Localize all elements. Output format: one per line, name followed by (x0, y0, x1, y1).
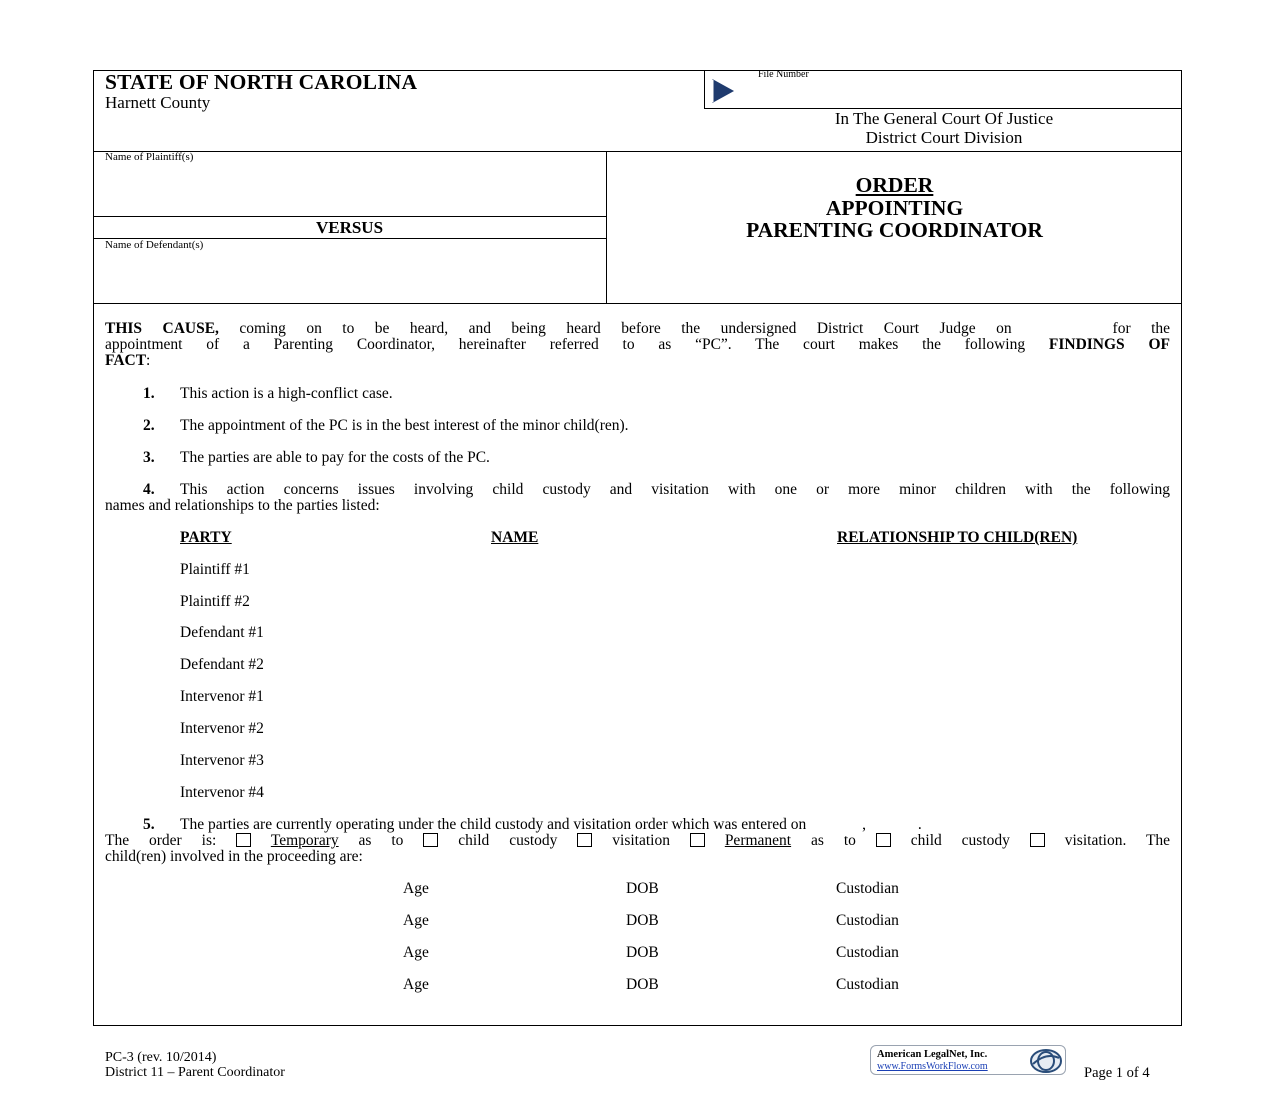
vendor-name: American LegalNet, Inc. (877, 1049, 988, 1060)
court-line-2: District Court Division (865, 128, 1023, 147)
finding-text: This action concerns issues involving child custody and visitation with one or more minor children with the following (180, 481, 1170, 498)
title-appointing: APPOINTING (825, 196, 964, 220)
finding-number: 2. (143, 417, 155, 434)
finding-1 (143, 386, 393, 402)
vendor-link[interactable]: www.FormsWorkFlow.com (877, 1061, 988, 1072)
intro-line-3 (105, 353, 150, 369)
party-row-label: Defendant #2 (180, 656, 264, 673)
arrow-icon (710, 78, 736, 104)
temporary-child-custody-checkbox[interactable] (423, 833, 438, 847)
order-is-label: The order is: (105, 832, 217, 849)
temporary-visitation-checkbox[interactable] (577, 833, 592, 847)
as-to-label: as to (811, 832, 856, 849)
finding-text: The parties are currently operating under the child custody and visitation order which was entered on (180, 816, 807, 833)
finding-text: The appointment of the PC is in the best interest of the minor child(ren). (180, 417, 629, 434)
finding-4-line-1 (143, 482, 1170, 498)
page-number: Page 1 of 4 (1084, 1065, 1150, 1081)
finding-number: 5. (143, 816, 155, 833)
party-row-label: Intervenor #1 (180, 688, 264, 705)
child-dob-label: DOB (626, 976, 659, 993)
party-row-label: Defendant #1 (180, 624, 264, 641)
court-line-1: In The General Court Of Justice (834, 109, 1054, 128)
party-row-label: Plaintiff #2 (180, 593, 250, 610)
relationship-column-header: RELATIONSHIP TO CHILD(REN) (837, 529, 1078, 546)
finding-number: 1. (143, 385, 155, 402)
party-column-header: PARTY (180, 529, 232, 546)
permanent-checkbox[interactable] (690, 833, 705, 847)
child-custodian-label: Custodian (836, 880, 899, 897)
caption-divider (93, 303, 1182, 304)
finding-5-line-2 (105, 833, 1170, 849)
finding5-period: . (917, 816, 922, 833)
party-row-label: Plaintiff #1 (180, 561, 250, 578)
findings-of-label: FINDINGS OF (1048, 336, 1170, 353)
globe-logo-icon (1029, 1048, 1063, 1074)
plaintiff-divider (93, 216, 606, 217)
child-age-label: Age (403, 880, 429, 897)
party-row-label: Intervenor #3 (180, 752, 264, 769)
visitation-label: visitation. (1064, 832, 1127, 849)
intro-lead: THIS CAUSE, (105, 320, 219, 337)
child-dob-label: DOB (626, 880, 659, 897)
finding-2 (143, 418, 629, 434)
finding-3 (143, 450, 490, 466)
intro-line-1 (105, 321, 1170, 337)
finding-text: This action is a high-conflict case. (180, 385, 393, 402)
name-column-header: NAME (491, 529, 539, 546)
child-custody-label: child custody (910, 832, 1010, 849)
child-custodian-label: Custodian (836, 912, 899, 929)
party-row-label: Intervenor #4 (180, 784, 264, 801)
finding-5-line-3: child(ren) involved in the proceeding are: (105, 848, 363, 865)
form-id: PC-3 (rev. 10/2014) (105, 1050, 217, 1065)
file-number-label: File Number (758, 69, 809, 80)
permanent-child-custody-checkbox[interactable] (876, 833, 891, 847)
intro-line1-end: for the (1112, 320, 1171, 337)
fact-label: FACT (105, 352, 147, 369)
intro-line-2 (105, 337, 1170, 353)
permanent-label: Permanent (724, 832, 792, 849)
title-parenting-coordinator: PARENTING COORDINATOR (746, 218, 1043, 242)
child-dob-label: DOB (626, 912, 659, 929)
child-age-label: Age (403, 976, 429, 993)
finding-number: 3. (143, 449, 155, 466)
defendant-label: Name of Defendant(s) (105, 239, 204, 251)
finding-5-line-1 (143, 817, 1170, 833)
child-dob-label: DOB (626, 944, 659, 961)
temporary-checkbox[interactable] (236, 833, 251, 847)
child-custody-label: child custody (458, 832, 558, 849)
versus-label: VERSUS (315, 218, 384, 237)
fact-colon: : (146, 352, 151, 369)
title-order: ORDER (855, 173, 934, 197)
file-number-box-left (704, 70, 705, 109)
child-custodian-label: Custodian (836, 944, 899, 961)
district-label: District 11 – Parent Coordinator (105, 1065, 285, 1080)
vendor-badge[interactable] (870, 1045, 1066, 1075)
state-heading: STATE OF NORTH CAROLINA (105, 70, 418, 94)
party-row-label: Intervenor #2 (180, 720, 264, 737)
finding-number: 4. (143, 481, 155, 498)
county-name: Harnett County (105, 93, 211, 112)
file-number-field[interactable] (744, 82, 1174, 104)
temporary-label: Temporary (270, 832, 339, 849)
header-divider (93, 151, 1182, 152)
plaintiff-label: Name of Plaintiff(s) (105, 151, 194, 163)
child-age-label: Age (403, 944, 429, 961)
finding-4-line-2: names and relationships to the parties listed: (105, 497, 380, 514)
as-to-label: as to (358, 832, 404, 849)
child-age-label: Age (403, 912, 429, 929)
finding-text: The parties are able to pay for the costs of the PC. (180, 449, 490, 466)
the-label: The (1145, 832, 1171, 849)
child-custodian-label: Custodian (836, 976, 899, 993)
intro-line2-text: appointment of a Parenting Coordinator, hereinafter referred to as “PC”. The court makes the following (105, 336, 1026, 353)
permanent-visitation-checkbox[interactable] (1030, 833, 1045, 847)
plaintiff-name-field[interactable] (105, 168, 595, 212)
finding5-comma: , (862, 816, 866, 833)
defendant-name-field[interactable] (105, 256, 595, 300)
intro-line1-text: coming on to be heard, and being heard before the undersigned District Court Judge on (239, 320, 1012, 337)
visitation-label: visitation (612, 832, 670, 849)
